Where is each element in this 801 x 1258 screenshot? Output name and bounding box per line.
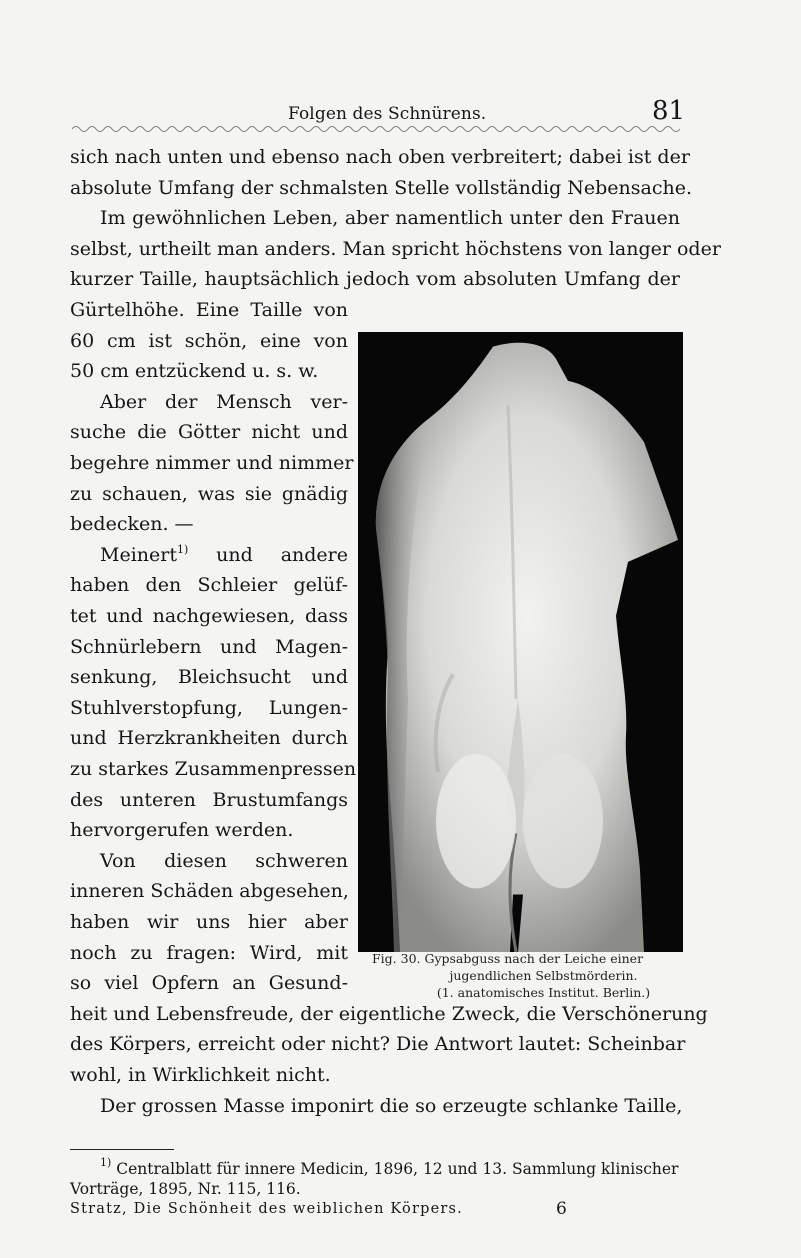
footnote-rule	[70, 1149, 174, 1150]
text-line: bedecken. —	[70, 513, 194, 536]
text-line: 50 cm entzückend u. s. w.	[70, 360, 319, 383]
ornamental-rule	[72, 120, 684, 134]
signature-mark: 6	[556, 1199, 567, 1220]
text-line: Von diesen schweren	[100, 849, 348, 872]
torso-cast-image	[358, 332, 683, 952]
text-line: senkung, Bleichsucht und	[70, 666, 348, 689]
text-line: sich nach unten und ebenso nach oben verbreitert; dabei ist der	[70, 146, 690, 168]
text-line: Im gewöhnlichen Leben, aber namentlich unter den Frauen	[100, 207, 680, 230]
text-line: und Herzkrankheiten durch	[70, 727, 348, 750]
text-line: so viel Opfern an Gesund-	[70, 972, 348, 995]
page-number: 81	[652, 96, 686, 126]
text-line: kurzer Taille, hauptsächlich jedoch vom absoluten Umfang der	[70, 268, 680, 291]
text-line: des unteren Brustumfangs	[70, 788, 348, 811]
text-line	[100, 540, 348, 570]
footer-source: Stratz, Die Schönheit des weiblichen Körpers.	[70, 1201, 463, 1218]
footnote-marker: 1)	[100, 1156, 112, 1170]
figure-plaster-cast	[358, 332, 683, 952]
text-line: selbst, urtheilt man anders. Man spricht höchstens von langer oder	[70, 237, 721, 260]
text-line: noch zu fragen: Wird, mit	[70, 941, 348, 964]
text-line: hervorgerufen werden.	[70, 819, 294, 842]
text-line: absolute Umfang der schmalsten Stelle vollständig Nebensache.	[70, 176, 693, 199]
text-line: haben wir uns hier aber	[70, 911, 348, 933]
text-line: des Körpers, erreicht oder nicht? Die Antwort lautet: Scheinbar	[70, 1033, 686, 1056]
text-line: wohl, in Wirklichkeit nicht.	[70, 1064, 331, 1086]
text-line: Schnürlebern und Magen-	[70, 635, 348, 658]
caption-line: jugendlichen Selbstmörderin.	[449, 967, 638, 983]
footnote-ref[interactable]: 1)	[176, 542, 189, 556]
caption-line: Fig. 30. Gypsabguss nach der Leiche einer	[372, 950, 644, 966]
text-line: haben den Schleier gelüf-	[70, 574, 348, 597]
text-line: suche die Götter nicht und	[70, 421, 348, 444]
text-line: begehre nimmer und nimmer	[70, 452, 354, 474]
author-name: Meinert	[100, 543, 177, 566]
text-line: zu starkes Zusammenpressen	[70, 758, 357, 780]
text-line: Aber der Mensch ver-	[100, 390, 348, 413]
text-line: Gürtelhöhe. Eine Taille von	[70, 299, 348, 321]
text-line: inneren Schäden abgesehen,	[70, 880, 349, 903]
text-line: Stuhlverstopfung, Lungen-	[70, 696, 348, 719]
text-line: Der grossen Masse imponirt die so erzeugte schlanke Taille,	[100, 1094, 683, 1117]
running-head: Folgen des Schnürens.	[288, 104, 487, 124]
footnote-text	[100, 1156, 682, 1179]
footnote-line: Centralblatt für innere Medicin, 1896, 12 und 13. Sammlung klinischer	[111, 1160, 679, 1179]
figure-caption	[372, 950, 690, 1001]
text-line: 60 cm ist schön, eine von	[70, 329, 348, 352]
text-line: tet und nachgewiesen, dass	[70, 605, 348, 627]
text-line: heit und Lebensfreude, der eigentliche Zweck, die Verschönerung	[70, 1002, 708, 1025]
text-fragment: und andere	[216, 543, 348, 566]
text-line: zu schauen, was sie gnädig	[70, 482, 348, 505]
footnote-line: Vorträge, 1895, Nr. 115, 116.	[70, 1180, 301, 1199]
caption-line: (1. anatomisches Institut. Berlin.)	[436, 984, 651, 1000]
